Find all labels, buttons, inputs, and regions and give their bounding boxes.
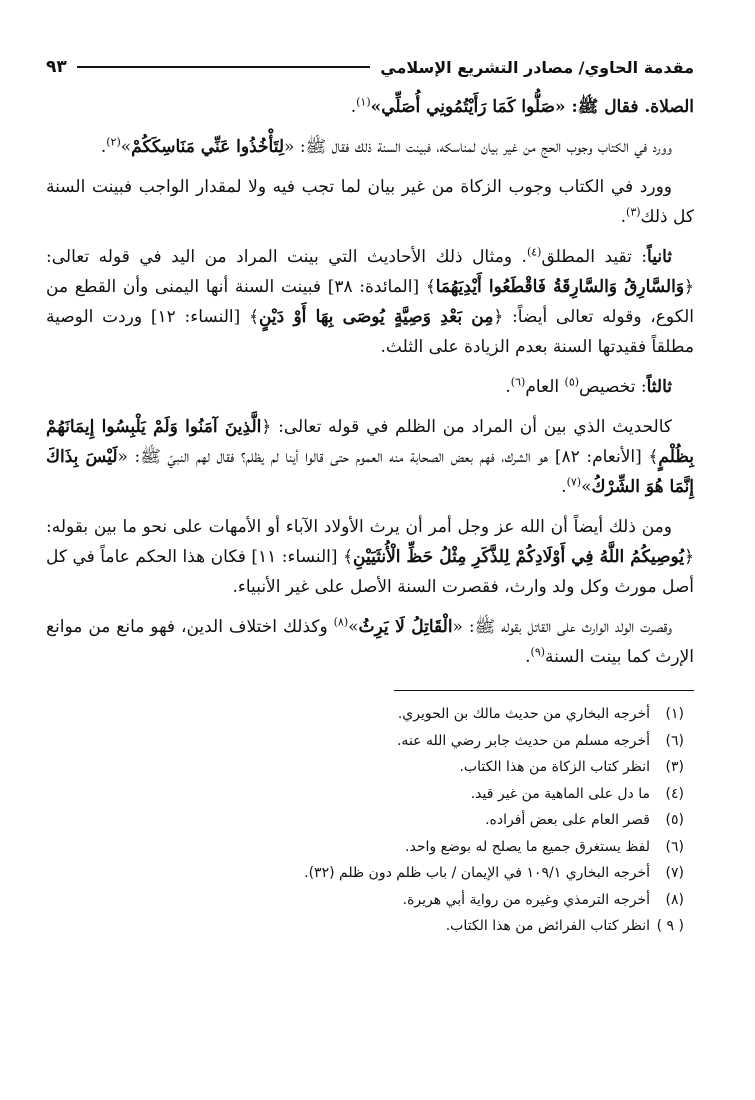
body-text <box>46 92 694 672</box>
footnote-reference: (٦) <box>510 375 526 389</box>
footnote-reference: (٤) <box>526 245 542 259</box>
paragraph-text: » <box>348 617 359 637</box>
body-paragraph <box>46 612 694 672</box>
footnote-text: أخرجه البخاري ١٠٩/١ في الإيمان / باب ظلم دون ظلم (٣٢). <box>304 865 650 881</box>
footnote-reference: (٥) <box>564 375 580 389</box>
body-paragraph <box>46 92 694 122</box>
paragraph-text: . <box>561 477 567 497</box>
footnote-text: لفظ يستغرق جميع ما يصلح له بوضع واحد. <box>405 838 650 855</box>
paragraph-text: وورد في الكتاب وجوب الحج من غير بيان لمناسكه، فبينت السنة ذلك فقال ﷺ: « <box>284 137 672 157</box>
footnote-item <box>46 834 684 861</box>
paragraph-text: وقصرت الولد الوارث على القاتل بقوله ﷺ: « <box>452 617 672 637</box>
paragraph-text: . ومثال ذلك الأحاديث التي بينت المراد من اليد في قوله تعالى: ﴿ <box>46 247 694 297</box>
header-rule <box>77 66 371 68</box>
paragraph-text: . <box>100 137 107 157</box>
emphasized-text: لَيْسَ بِذَاكَ إِنَّمَا هُوَ الشِّرْكُ <box>46 447 694 497</box>
footnote-number: (٥) <box>665 812 684 828</box>
body-paragraph <box>46 242 694 362</box>
emphasized-text: وَالسَّارِقُ وَالسَّارِقَةُ فَاقْطَعُوا أَيْدِيَهُمَا <box>435 277 685 297</box>
footnote-item <box>46 913 684 940</box>
footnote-item <box>46 701 684 728</box>
footnote-reference: (٧) <box>566 475 582 489</box>
paragraph-text: ومن ذلك أيضاً أن الله عز وجل أمر أن يرث الأولاد الآباء أو الأمهات على نحو ما بين بقوله: ﴿ <box>46 517 695 567</box>
footnote-number: (٨) <box>665 891 684 908</box>
footnote-item <box>46 781 684 808</box>
body-paragraph <box>46 512 694 602</box>
footnote-text: قصر العام على بعض أفراده. <box>485 812 650 828</box>
footnote-text: ما دل على الماهية من غير قيد. <box>470 785 650 802</box>
footnote-number: (٤) <box>665 785 684 802</box>
emphasized-text: مِن بَعْدِ وَصِيَّةٍ يُوصَى بِهَا أَوْ دَيْنٍ <box>258 307 494 327</box>
emphasized-text: ثانياً <box>647 247 672 267</box>
paragraph-text: » <box>120 137 132 157</box>
paragraph-text: ﴾ [النساء: ١٢] وردت الوصية مطلقاً فقيدتها السنة بعدم الزيادة على الثلث. <box>46 307 694 357</box>
footnote-reference: (٢) <box>106 135 121 149</box>
paragraph-text: ﴾ [المائدة: ٣٨] فبينت السنة أنها اليمنى وأن القطع من الكوع، وقوله تعالى أيضاً: ﴿ <box>46 277 694 327</box>
paragraph-text: . <box>350 97 357 117</box>
paragraph-text: . <box>505 377 511 397</box>
footnote-number: ( ٩ ) <box>656 918 684 934</box>
paragraph-text: : تخصيص <box>579 377 647 397</box>
emphasized-text: لِتَأْخُذُوا عَنِّي مَنَاسِكَكُمْ <box>131 137 285 157</box>
running-header <box>46 52 694 82</box>
footnote-number: (٧) <box>665 865 684 881</box>
footnote-item <box>46 728 684 755</box>
body-paragraph <box>46 172 694 232</box>
header-title: مقدمة الحاوي/ مصادر التشريع الإسلامي <box>380 57 694 77</box>
footnotes-list <box>46 701 694 940</box>
footnote-reference: (٩) <box>530 645 546 659</box>
footnote-number: (٦) <box>665 838 684 855</box>
footnote-text: انظر كتاب الفرائض من هذا الكتاب. <box>445 918 650 934</box>
footnote-number: (١) <box>665 706 684 722</box>
footnote-text: أخرجه مسلم من حديث جابر رضي الله عنه. <box>396 732 650 749</box>
page-number: ٩٣ <box>46 57 67 77</box>
document-page <box>46 52 694 940</box>
paragraph-text: وكذلك اختلاف الدين، فهو مانع من موانع الإرث كما بينت السنة <box>46 617 694 667</box>
footnote-reference: (٨) <box>333 615 349 629</box>
paragraph-text: : تقيد المطلق <box>541 247 648 267</box>
paragraph-text: . <box>620 207 627 227</box>
footnote-item <box>46 807 684 834</box>
footnote-item <box>46 754 684 781</box>
footnote-item <box>46 887 684 914</box>
emphasized-text: ثالثاً <box>646 377 672 397</box>
paragraph-text: ﴾ [النساء: ١١] فكان هذا الحكم عاماً في كل أصل مورث وكل ولد وارث، فقصرت السنة الأصل على غير الأنبياء. <box>46 547 694 597</box>
body-paragraph <box>46 412 694 502</box>
paragraph-text: كالحديث الذي بين أن المراد من الظلم في قوله تعالى: ﴿ <box>261 417 673 437</box>
footnote-number: (٣) <box>665 759 684 775</box>
footnote-reference: (١) <box>356 95 371 109</box>
emphasized-text: » <box>370 97 382 117</box>
emphasized-text: صَلُّوا كَمَا رَأَيْتُمُونِي أُصَلِّي <box>381 97 555 117</box>
footnote-item <box>46 860 684 887</box>
body-paragraph <box>46 372 694 402</box>
footnote-separator <box>394 690 694 691</box>
paragraph-text: ﴾ [الأنعام: ٨٢] هو الشرك، فهم بعض الصحابة منه العموم حتى قالوا أينا لم يظلم؟ فقال لهم النبيّ ﷺ: « <box>117 447 659 467</box>
body-paragraph <box>46 132 694 162</box>
emphasized-text: يُوصِيكُمُ اللَّهُ فِي أَوْلَادِكُمْ لِلذَّكَرِ مِثْلُ حَظِّ الْأُنثَيَيْنِ <box>353 547 685 567</box>
footnote-number: (٦) <box>665 732 684 749</box>
paragraph-text: العام <box>525 377 565 397</box>
paragraph-text: . <box>525 647 531 667</box>
emphasized-text: الصلاة. فقال ﷺ: « <box>554 97 694 117</box>
emphasized-text: الَّذِينَ آمَنُوا وَلَمْ يَلْبِسُوا إِيمَانَهُمْ بِظُلْمٍ <box>46 417 694 467</box>
footnote-text: أخرجه الترمذي وغيره من رواية أبي هريرة. <box>402 891 650 908</box>
footnote-text: أخرجه البخاري من حديث مالك بن الحويري. <box>397 706 650 722</box>
footnote-reference: (٣) <box>626 205 641 219</box>
paragraph-text: وورد في الكتاب وجوب الزكاة من غير بيان لما تجب فيه ولا لمقدار الواجب فبينت السنة كل ذلك <box>46 177 694 227</box>
footnote-text: انظر كتاب الزكاة من هذا الكتاب. <box>459 759 650 775</box>
emphasized-text: الْقَاتِلُ لَا يَرِثُ <box>358 617 453 637</box>
paragraph-text: » <box>581 477 592 497</box>
